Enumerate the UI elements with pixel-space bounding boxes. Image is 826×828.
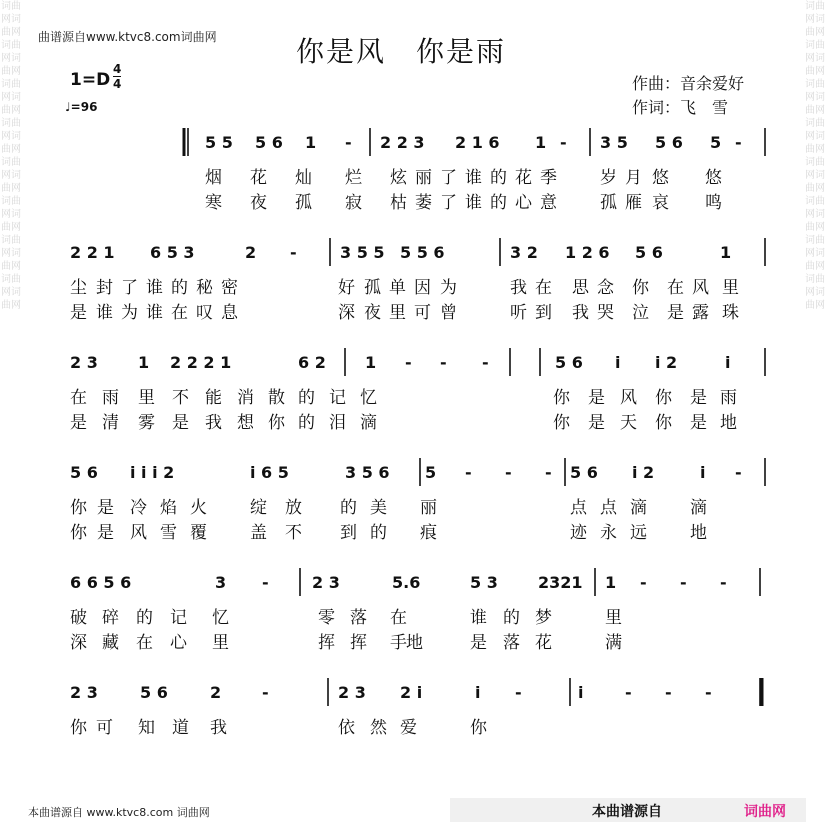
jianpu-note-group: 1: [535, 133, 547, 152]
jianpu-note-group: 5 3: [470, 573, 498, 592]
lyric-char-verse2: 哀: [652, 193, 669, 213]
lyric-char-verse1: 的: [340, 498, 357, 518]
lyric-char-verse2: 落: [503, 633, 520, 653]
jianpu-note-group: -: [640, 573, 647, 592]
jianpu-note-group: 5 6: [635, 243, 663, 262]
lyricist-credit: 作词：飞 雪: [632, 98, 729, 117]
lyric-char-verse1: 的: [171, 278, 188, 298]
lyric-char-verse2: 息: [221, 303, 238, 323]
jianpu-note-group: -: [345, 133, 352, 152]
lyric-char-verse1: 散: [268, 388, 285, 408]
jianpu-note-group: -: [735, 133, 742, 152]
lyric-char-verse1: 风: [692, 278, 709, 298]
lyric-char-verse1: 悠: [705, 168, 722, 188]
tempo-value: =96: [70, 100, 98, 114]
lyric-char-verse1: 烂: [345, 168, 362, 188]
lyric-char-verse1: 的: [136, 608, 153, 628]
lyric-char-verse1: 落: [350, 608, 367, 628]
lyric-char-verse1: 绽: [250, 498, 267, 518]
jianpu-note-group: 2 3: [338, 683, 366, 702]
lyric-char-verse1: 在: [667, 278, 684, 298]
composer-credit: 作曲：音余爱好: [632, 74, 745, 93]
lyric-char-verse2: 覆: [190, 523, 207, 543]
lyric-char-verse1: 知: [138, 718, 155, 738]
lyric-char-verse2: 枯: [390, 193, 407, 213]
lyric-char-verse2: 是: [70, 303, 87, 323]
lyric-char-verse1: 孤: [364, 278, 381, 298]
jianpu-note-group: i 6 5: [250, 463, 289, 482]
song-title: 你是风 你是雨: [296, 35, 507, 68]
lyric-char-verse1: 雨: [102, 388, 119, 408]
lyric-char-verse2: 永: [600, 523, 617, 543]
lyric-char-verse2: 是: [70, 413, 87, 433]
jianpu-note-group: -: [290, 243, 297, 262]
side-watermark-left: 词曲网词曲网词曲网词曲网词曲网词曲网词曲网词曲网词曲网词曲网词曲网词曲网词曲网词曲网词曲网词曲网: [1, 1, 21, 311]
lyric-char-verse1: 然: [370, 718, 387, 738]
jianpu-note-group: i: [475, 683, 481, 702]
lyric-char-verse1: 我: [210, 718, 227, 738]
lyric-char-verse2: 地: [690, 523, 707, 543]
jianpu-note-group: 2321: [538, 573, 583, 592]
jianpu-note-group: 5: [425, 463, 437, 482]
lyric-char-verse1: 风: [620, 388, 637, 408]
lyric-char-verse1: 消: [237, 388, 254, 408]
lyric-char-verse1: 单: [389, 278, 406, 298]
lyric-char-verse2: 的: [298, 413, 315, 433]
lyric-char-verse1: 花: [515, 168, 532, 188]
lyric-char-verse1: 季: [540, 168, 557, 188]
lyric-char-verse1: 你: [70, 498, 87, 518]
lyric-char-verse2: 夜: [250, 193, 267, 213]
meter-top: 4: [113, 62, 122, 76]
jianpu-note-group: -: [720, 573, 727, 592]
lyric-char-verse1: 火: [190, 498, 207, 518]
lyric-char-verse2: 曾: [440, 303, 457, 323]
lyric-char-verse1: 在: [390, 608, 407, 628]
jianpu-note-group: 1: [605, 573, 617, 592]
jianpu-note-group: 6 5 3: [150, 243, 195, 262]
lyric-char-verse2: 是: [588, 413, 605, 433]
lyric-char-verse1: 的: [298, 388, 315, 408]
lyric-char-verse1: 思: [572, 278, 589, 298]
lyric-char-verse1: 灿: [295, 168, 312, 188]
lyric-char-verse2: 藏: [102, 633, 119, 653]
lyric-char-verse1: 的: [490, 168, 507, 188]
jianpu-note-group: -: [665, 683, 672, 702]
lyric-char-verse2: 鸣: [705, 193, 722, 213]
lyric-char-verse2: 谁: [465, 193, 482, 213]
jianpu-note-group: 6 6 5 6: [70, 573, 132, 592]
jianpu-note-group: -: [440, 353, 447, 372]
lyric-char-verse1: 月: [625, 168, 642, 188]
jianpu-note-group: 1: [365, 353, 377, 372]
lyric-char-verse1: 记: [170, 608, 187, 628]
lyric-char-verse2: 夜: [364, 303, 381, 323]
jianpu-note-group: i 2: [655, 353, 678, 372]
lyric-char-verse2: 里: [389, 303, 406, 323]
lyric-char-verse2: 是: [97, 523, 114, 543]
source-text-top: 曲谱源自www.ktvc8.com词曲网: [38, 30, 217, 44]
lyric-char-verse1: 美: [370, 498, 387, 518]
footer-brand-logo: 词曲网: [744, 804, 786, 820]
lyric-char-verse1: 破: [70, 608, 87, 628]
lyric-char-verse2: 手: [390, 633, 407, 653]
lyric-char-verse1: 点: [570, 498, 587, 518]
jianpu-note-group: 2 3: [312, 573, 340, 592]
lyric-char-verse1: 滴: [690, 498, 707, 518]
jianpu-note-group: -: [405, 353, 412, 372]
lyric-char-verse1: 能: [205, 388, 222, 408]
lyric-char-verse2: 是: [172, 413, 189, 433]
lyric-char-verse2: 深: [70, 633, 87, 653]
jianpu-note-group: -: [505, 463, 512, 482]
jianpu-note-group: 3 2: [510, 243, 538, 262]
lyric-char-verse2: 深: [338, 303, 355, 323]
lyric-char-verse2: 满: [605, 633, 622, 653]
lyric-char-verse1: 忆: [360, 388, 377, 408]
lyric-char-verse1: 烟: [205, 168, 222, 188]
jianpu-note-group: 5 6: [255, 133, 283, 152]
lyric-char-verse1: 依: [338, 718, 355, 738]
jianpu-note-group: -: [262, 683, 269, 702]
lyric-char-verse1: 梦: [535, 608, 552, 628]
jianpu-note-group: 1: [720, 243, 732, 262]
lyric-char-verse1: 忆: [212, 608, 229, 628]
jianpu-note-group: 5.6: [392, 573, 421, 592]
lyric-char-verse1: 焰: [160, 498, 177, 518]
lyric-char-verse1: 在: [535, 278, 552, 298]
lyric-char-verse2: 心: [515, 193, 532, 213]
lyric-char-verse2: 挥: [318, 633, 335, 653]
lyric-char-verse1: 你: [632, 278, 649, 298]
jianpu-note-group: 5 5 6: [400, 243, 445, 262]
lyric-char-verse2: 滴: [360, 413, 377, 433]
lyric-char-verse2: 是: [690, 413, 707, 433]
lyric-char-verse2: 孤: [295, 193, 312, 213]
lyric-char-verse1: 我: [510, 278, 527, 298]
lyric-char-verse2: 我: [572, 303, 589, 323]
lyric-char-verse2: 是: [667, 303, 684, 323]
jianpu-note-group: -: [262, 573, 269, 592]
lyric-char-verse2: 谁: [96, 303, 113, 323]
lyric-char-verse2: 到: [535, 303, 552, 323]
lyric-char-verse1: 花: [250, 168, 267, 188]
lyric-char-verse1: 在: [70, 388, 87, 408]
lyric-char-verse2: 痕: [420, 523, 437, 543]
lyric-char-verse2: 谁: [146, 303, 163, 323]
lyric-char-verse2: 哭: [597, 303, 614, 323]
lyric-char-verse2: 到: [340, 523, 357, 543]
meter-bottom: 4: [113, 77, 122, 91]
jianpu-note-group: -: [545, 463, 552, 482]
lyric-char-verse2: 花: [535, 633, 552, 653]
lyric-char-verse1: 碎: [102, 608, 119, 628]
lyric-char-verse1: 你: [70, 718, 87, 738]
lyric-char-verse2: 想: [237, 413, 254, 433]
lyric-char-verse1: 点: [600, 498, 617, 518]
lyric-char-verse1: 炫: [390, 168, 407, 188]
lyric-char-verse2: 清: [102, 413, 119, 433]
lyric-char-verse1: 可: [96, 718, 113, 738]
jianpu-note-group: 2 2 2 1: [170, 353, 232, 372]
lyric-char-verse1: 记: [329, 388, 346, 408]
lyric-char-verse2: 泣: [632, 303, 649, 323]
lyric-char-verse2: 泪: [329, 413, 346, 433]
lyric-char-verse2: 雁: [625, 193, 642, 213]
lyric-char-verse1: 了: [121, 278, 138, 298]
lyric-char-verse2: 不: [285, 523, 302, 543]
lyric-char-verse1: 悠: [652, 168, 669, 188]
jianpu-note-group: 2 2 3: [380, 133, 425, 152]
jianpu-note-group: i: [725, 353, 731, 372]
jianpu-note-group: 3 5 6: [345, 463, 390, 482]
jianpu-note-group: 5: [710, 133, 722, 152]
lyric-char-verse1: 谁: [470, 608, 487, 628]
jianpu-note-group: i 2: [632, 463, 655, 482]
lyric-char-verse1: 密: [221, 278, 238, 298]
lyric-char-verse2: 是: [470, 633, 487, 653]
lyric-char-verse1: 滴: [630, 498, 647, 518]
lyric-char-verse2: 天: [620, 413, 637, 433]
lyric-char-verse1: 零: [318, 608, 335, 628]
lyric-char-verse2: 地: [406, 633, 423, 653]
lyric-char-verse2: 寒: [205, 193, 222, 213]
jianpu-note-group: 5 6: [70, 463, 98, 482]
lyric-char-verse2: 我: [205, 413, 222, 433]
lyric-char-verse2: 雾: [138, 413, 155, 433]
footer-source: 本曲谱源自 www.ktvc8.com 词曲网: [28, 806, 210, 819]
lyric-char-verse1: 道: [172, 718, 189, 738]
jianpu-note-group: i: [700, 463, 706, 482]
jianpu-note-group: 2 3: [70, 353, 98, 372]
lyric-char-verse1: 尘: [70, 278, 87, 298]
lyric-char-verse2: 在: [171, 303, 188, 323]
lyric-char-verse1: 岁: [600, 168, 617, 188]
lyric-char-verse2: 心: [170, 633, 187, 653]
lyric-char-verse2: 里: [212, 633, 229, 653]
footer: [0, 794, 826, 828]
jianpu-note-group: 1: [138, 353, 150, 372]
jianpu-note-group: -: [705, 683, 712, 702]
lyric-char-verse1: 是: [588, 388, 605, 408]
lyric-char-verse2: 的: [370, 523, 387, 543]
lyric-char-verse1: 放: [285, 498, 302, 518]
lyric-char-verse1: 是: [690, 388, 707, 408]
lyric-char-verse2: 你: [268, 413, 285, 433]
jianpu-note-group: 5 5: [205, 133, 233, 152]
jianpu-note-group: 2 1 6: [455, 133, 500, 152]
lyric-char-verse2: 寂: [345, 193, 362, 213]
lyric-char-verse1: 爱: [400, 718, 417, 738]
jianpu-note-group: 2 3: [70, 683, 98, 702]
lyric-char-verse2: 珠: [722, 303, 739, 323]
lyric-char-verse1: 谁: [146, 278, 163, 298]
lyric-char-verse1: 谁: [465, 168, 482, 188]
jianpu-note-group: 2: [245, 243, 257, 262]
lyric-char-verse2: 叹: [196, 303, 213, 323]
lyric-char-verse1: 你: [470, 718, 487, 738]
lyric-char-verse1: 你: [553, 388, 570, 408]
lyric-char-verse1: 雨: [720, 388, 737, 408]
lyric-char-verse2: 意: [540, 193, 557, 213]
jianpu-note-group: i i i 2: [130, 463, 175, 482]
lyric-char-verse1: 了: [440, 168, 457, 188]
lyric-char-verse2: 盖: [250, 523, 267, 543]
lyric-char-verse2: 你: [553, 413, 570, 433]
jianpu-note-group: 5 6: [555, 353, 583, 372]
lyric-char-verse1: 的: [503, 608, 520, 628]
jianpu-note-group: -: [560, 133, 567, 152]
lyric-char-verse2: 孤: [600, 193, 617, 213]
lyric-char-verse1: 你: [655, 388, 672, 408]
lyric-char-verse2: 为: [121, 303, 138, 323]
lyric-char-verse2: 听: [510, 303, 527, 323]
jianpu-note-group: 3 5 5: [340, 243, 385, 262]
jianpu-note-group: 5 6: [570, 463, 598, 482]
footer-note: 本曲谱源自: [592, 804, 662, 820]
side-watermark-right: 词曲网词曲网词曲网词曲网词曲网词曲网词曲网词曲网词曲网词曲网词曲网词曲网词曲网词曲网词曲网词曲网: [805, 1, 825, 311]
lyric-char-verse1: 为: [440, 278, 457, 298]
jianpu-note-group: i: [578, 683, 584, 702]
lyric-char-verse2: 地: [720, 413, 737, 433]
lyric-char-verse1: 里: [138, 388, 155, 408]
jianpu-note-group: -: [515, 683, 522, 702]
jianpu-note-group: 2 i: [400, 683, 423, 702]
lyric-char-verse2: 萎: [415, 193, 432, 213]
lyric-char-verse1: 是: [97, 498, 114, 518]
lyric-char-verse1: 丽: [420, 498, 437, 518]
jianpu-note-group: 2 2 1: [70, 243, 115, 262]
jianpu-note-group: 1 2 6: [565, 243, 610, 262]
lyric-char-verse2: 迹: [570, 523, 587, 543]
jianpu-note-group: -: [482, 353, 489, 372]
lyric-char-verse2: 你: [655, 413, 672, 433]
jianpu-note-group: 1: [305, 133, 317, 152]
lyric-char-verse1: 里: [722, 278, 739, 298]
jianpu-note-group: 5 6: [655, 133, 683, 152]
lyric-char-verse2: 风: [130, 523, 147, 543]
jianpu-note-group: -: [735, 463, 742, 482]
lyric-char-verse1: 里: [605, 608, 622, 628]
jianpu-note-group: i: [615, 353, 621, 372]
jianpu-note-group: 2: [210, 683, 222, 702]
jianpu-note-group: 3: [215, 573, 227, 592]
lyric-char-verse2: 可: [414, 303, 431, 323]
key-signature: 1=D: [70, 70, 111, 90]
lyric-char-verse1: 不: [172, 388, 189, 408]
lyric-char-verse2: 了: [440, 193, 457, 213]
jianpu-note-group: 3 5: [600, 133, 628, 152]
jianpu-note-group: -: [680, 573, 687, 592]
lyric-char-verse2: 你: [70, 523, 87, 543]
lyric-char-verse1: 冷: [130, 498, 147, 518]
quarter-note-icon: ♩: [65, 100, 71, 114]
lyric-char-verse1: 秘: [196, 278, 213, 298]
jianpu-note-group: -: [465, 463, 472, 482]
lyric-char-verse1: 丽: [415, 168, 432, 188]
jianpu-note-group: 5 6: [140, 683, 168, 702]
lyric-char-verse2: 在: [136, 633, 153, 653]
lyric-char-verse1: 好: [338, 278, 355, 298]
lyric-char-verse1: 因: [414, 278, 431, 298]
jianpu-note-group: -: [625, 683, 632, 702]
lyric-char-verse2: 远: [630, 523, 647, 543]
lyric-char-verse2: 雪: [160, 523, 177, 543]
lyric-char-verse1: 念: [597, 278, 614, 298]
lyric-char-verse2: 挥: [350, 633, 367, 653]
lyric-char-verse1: 封: [96, 278, 113, 298]
jianpu-note-group: 6 2: [298, 353, 326, 372]
lyric-char-verse2: 的: [490, 193, 507, 213]
lyric-char-verse2: 露: [692, 303, 709, 323]
